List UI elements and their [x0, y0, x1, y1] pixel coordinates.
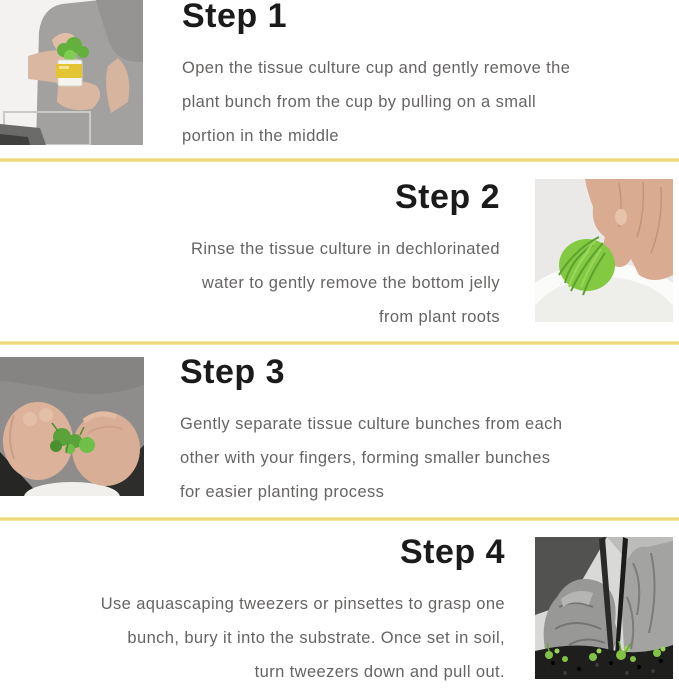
- step-4-description-line: bunch, bury it into the substrate. Once set in soil,: [127, 629, 505, 647]
- step-3-description-line: for easier planting process: [180, 483, 385, 501]
- step-2-section: [0, 162, 679, 341]
- separating-bunches-photo: [0, 357, 144, 496]
- step-2-description-line: from plant roots: [378, 308, 500, 326]
- step-1-description-line: portion in the middle: [182, 127, 339, 145]
- step-4-title: Step 4: [399, 533, 505, 571]
- step-4-section: [0, 521, 679, 684]
- step-2-description-line: Rinse the tissue culture in dechlorinated: [191, 240, 500, 258]
- tissue-culture-cup-photo: [0, 0, 143, 145]
- step-1-description-line: plant bunch from the cup by pulling on a small: [182, 93, 537, 111]
- step-1-description: [182, 51, 649, 153]
- step-1-textblock: [182, 0, 649, 153]
- step-3-description-line: other with your fingers, forming smaller bunches: [180, 449, 551, 467]
- step-3-textblock: [180, 350, 649, 509]
- step-3-description-line: Gently separate tissue culture bunches from each: [180, 415, 563, 433]
- step-4-description-line: Use aquascaping tweezers or pinsettes to grasp one: [100, 595, 505, 613]
- step-2-textblock: [60, 175, 500, 334]
- step-3-description: [180, 407, 649, 509]
- step-1-description-line: Open the tissue culture cup and gently remove the: [182, 59, 571, 77]
- rinsing-plant-photo: [535, 179, 673, 322]
- step-2-description-line: water to gently remove the bottom jelly: [201, 274, 500, 292]
- step-3-title: Step 3: [180, 353, 286, 391]
- step-2-title: Step 2: [394, 178, 500, 216]
- step-2-description: [60, 232, 500, 334]
- tweezers-substrate-photo: [535, 537, 673, 679]
- step-4-textblock: [40, 530, 505, 689]
- step-4-description: [40, 587, 505, 689]
- step-1-title: Step 1: [182, 0, 288, 35]
- step-4-description-line: turn tweezers down and pull out.: [254, 663, 505, 681]
- step-1-section: [0, 0, 679, 158]
- step-3-section: [0, 345, 679, 517]
